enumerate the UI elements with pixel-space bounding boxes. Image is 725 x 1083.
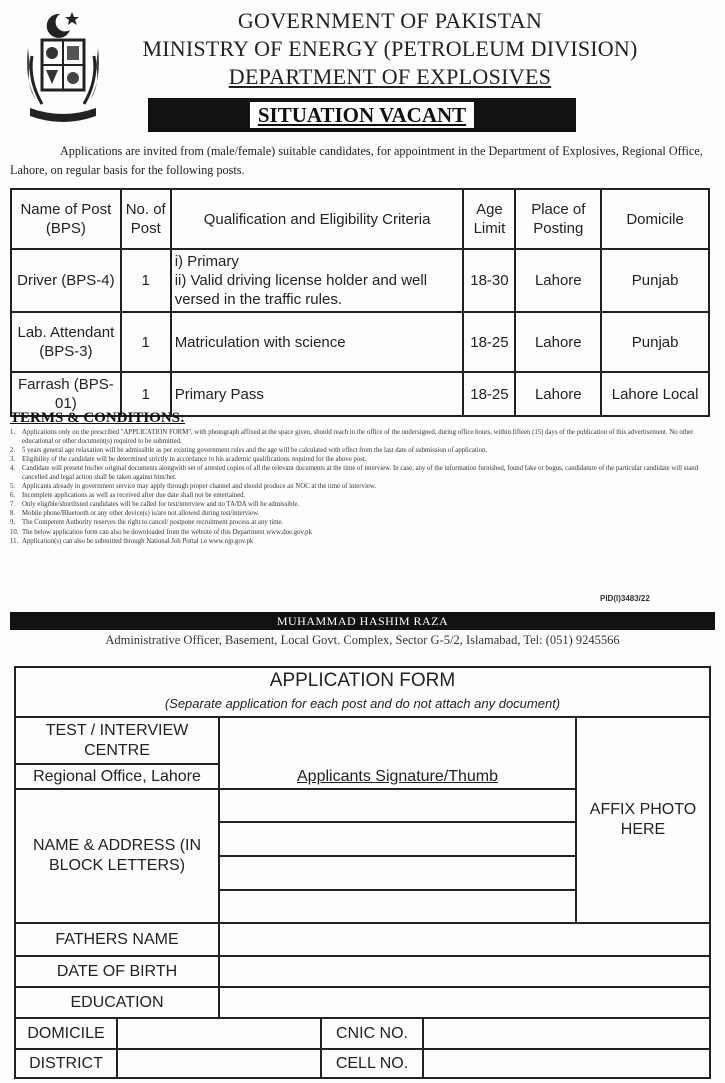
post-place: Lahore xyxy=(515,249,601,312)
post-qualification: Primary Pass xyxy=(171,372,464,416)
name-address-field[interactable] xyxy=(220,891,575,922)
fathers-name-field[interactable] xyxy=(220,924,709,955)
col-header-place: Place of Posting xyxy=(515,189,601,249)
fathers-name-label: FATHERS NAME xyxy=(55,930,179,948)
form-title: APPLICATION FORM xyxy=(269,670,456,691)
situation-vacant-banner xyxy=(148,98,576,132)
post-age: 18-30 xyxy=(463,249,515,312)
post-qualification xyxy=(171,249,464,312)
government-emblem-icon xyxy=(22,8,104,126)
col-header-age: Age Limit xyxy=(463,189,515,249)
name-address-field[interactable] xyxy=(220,857,575,889)
education-field[interactable] xyxy=(220,988,709,1017)
officer-address: Administrative Officer, Basement, Local Govt. Complex, Sector G-5/2, Islamabad, Tel: (051) 9245566 xyxy=(105,633,620,647)
district-field[interactable] xyxy=(118,1050,320,1077)
terms-list xyxy=(10,428,715,546)
name-address-field[interactable] xyxy=(220,823,575,855)
list-item: 6. Incomplete applications as well as received after due date shall not be entertained. xyxy=(10,492,246,500)
intro-paragraph: Applications are invited from (male/female) suitable candidates, for appointment in the Department of Explosives, Regional Office, Lahore, on regular basis for the following posts. xyxy=(10,144,703,177)
photo-box[interactable] xyxy=(577,718,709,922)
post-name: Lab. Attendant (BPS-3) xyxy=(11,312,121,372)
list-item: 3. Eligibility of the candidate will be determined strictly in accordance to his academic qualifications required for the above post. xyxy=(10,456,367,464)
cell-label: CELL NO. xyxy=(335,1054,409,1072)
list-item: 1. Applications only on the prescribed "APPLICATION FORM", with photograph affixed at the space given, should reach in the office of the undersigned, during office hours, within fifteen (15) days of the publication of this advertisement. No other educational or other document(s) required to be submitted. xyxy=(10,429,694,446)
list-item: 7. Only eligible/shortlisted candidates will be called for test/interview and no TA/DA will be admissible. xyxy=(10,501,300,509)
post-count: 1 xyxy=(121,312,171,372)
post-count: 1 xyxy=(121,372,171,416)
list-item: 5. Applicants already in government service may apply through proper channel and should produce an NOC at the time of interview. xyxy=(10,483,377,491)
qualification-line: i) Primary xyxy=(174,253,239,270)
table-header-row xyxy=(11,189,709,249)
col-header-post: Name of Post (BPS) xyxy=(11,189,121,249)
col-header-qualification: Qualification and Eligibility Criteria xyxy=(171,189,464,249)
district-label: DISTRICT xyxy=(29,1054,103,1072)
table-row xyxy=(11,312,709,372)
domicile-field[interactable] xyxy=(118,1019,320,1048)
terms-title: TERMS & CONDITIONS: xyxy=(10,410,186,426)
cnic-field[interactable] xyxy=(424,1019,709,1048)
col-header-no: No. of Post xyxy=(121,189,171,249)
education-label: EDUCATION xyxy=(70,993,164,1011)
post-domicile: Punjab xyxy=(601,312,709,372)
post-count: 1 xyxy=(121,249,171,312)
application-form xyxy=(14,666,711,1079)
post-name: Driver (BPS-4) xyxy=(11,249,121,312)
dob-label: DATE OF BIRTH xyxy=(56,962,178,980)
name-address-field[interactable] xyxy=(220,790,575,821)
qualification-line: ii) Valid driving license holder and well versed in the traffic rules. xyxy=(174,272,428,308)
list-item: 2. 5 years general age relaxation will be admissible as per existing government rules and the age will be calculated with effect from the last date of submission of application. xyxy=(10,447,488,455)
post-domicile: Punjab xyxy=(601,249,709,312)
post-age: 18-25 xyxy=(463,312,515,372)
test-centre-label: TEST / INTERVIEW CENTRE xyxy=(45,721,189,759)
pid-number: PID(I)3483/22 xyxy=(600,594,650,603)
header-government: GOVERNMENT OF PAKISTAN xyxy=(237,8,543,33)
posts-table xyxy=(10,188,710,417)
post-age: 18-25 xyxy=(463,372,515,416)
table-row xyxy=(11,249,709,312)
list-item: 10. The below application form can also be downloaded from the website of this Department www.doe.gov.pk xyxy=(10,528,312,536)
list-item: 8. Mobile phone/Bluetooth or any other device(s) is/are not allowed during test/interview. xyxy=(10,510,260,518)
banner-text: SITUATION VACANT xyxy=(250,102,474,128)
post-qualification: Matriculation with science xyxy=(171,312,464,372)
list-item: 4. Candidate will present his/her original documents alongwith set of attested copies of all the relevant documents at the time of interview. In case, any of the information furnished, found fake or bogus, candidature of the particular candidate will stand cancelled and legal action shall be taken against him/her. xyxy=(10,465,699,482)
post-name: Farrash (BPS-01) xyxy=(11,372,121,416)
post-place: Lahore xyxy=(515,372,601,416)
cell-field[interactable] xyxy=(424,1050,709,1077)
domicile-label: DOMICILE xyxy=(27,1024,105,1042)
post-place: Lahore xyxy=(515,312,601,372)
header-department: DEPARTMENT OF EXPLOSIVES xyxy=(228,64,552,89)
dob-field[interactable] xyxy=(220,957,709,986)
name-address-label: NAME & ADDRESS (IN BLOCK LETTERS) xyxy=(32,837,202,874)
signature-label: Applicants Signature/Thumb xyxy=(297,767,498,785)
list-item: 11. Application(s) can also be submitted through National Job Portal i.e www.njp.gov.pk xyxy=(10,537,254,545)
photo-label: AFFIX PHOTO HERE xyxy=(589,801,697,838)
officer-name: MUHAMMAD HASHIM RAZA xyxy=(276,614,449,628)
form-subtitle: (Separate application for each post and do not attach any document) xyxy=(164,696,561,711)
header-ministry: MINISTRY OF ENERGY (PETROLEUM DIVISION) xyxy=(142,36,638,61)
cnic-label: CNIC NO. xyxy=(336,1024,408,1042)
test-centre-value: Regional Office, Lahore xyxy=(33,767,201,785)
col-header-domicile: Domicile xyxy=(601,189,709,249)
footer-officer xyxy=(10,612,715,650)
post-domicile: Lahore Local xyxy=(601,372,709,416)
signature-field[interactable] xyxy=(220,718,575,763)
list-item: 9. The Competent Authority reserves the right to cancel/ postpone recruitment process at any time. xyxy=(10,519,284,527)
